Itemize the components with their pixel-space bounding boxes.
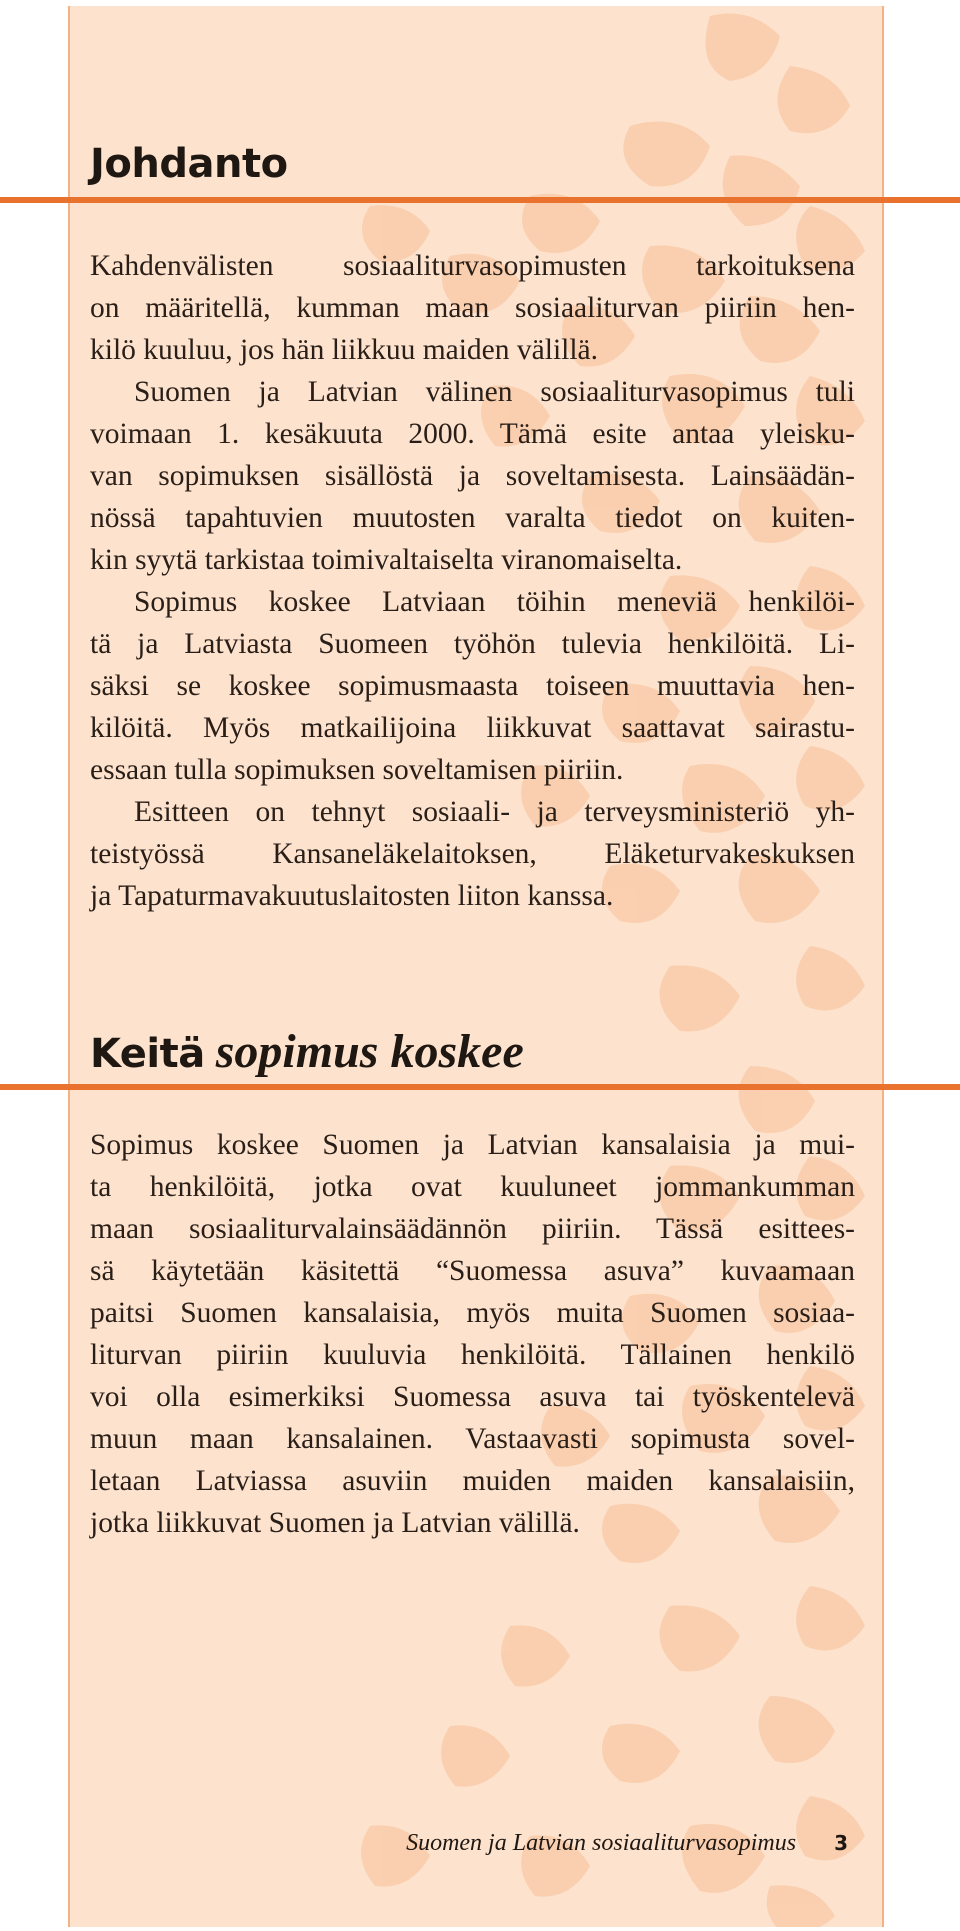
text-line: voimaan 1. kesäkuuta 2000. Tämä esite antaa yleisku- [90, 418, 855, 450]
intro-body [90, 245, 855, 917]
intro-paragraph-4 [90, 791, 855, 917]
text-line: voi olla esimerkiksi Suomessa asuva tai työskentelevä [90, 1381, 855, 1413]
scope-paragraph-1 [90, 1124, 855, 1544]
text-line: kin syytä tarkistaa toimivaltaiselta viranomaiselta. [90, 544, 683, 576]
text-line: Esitteen on tehnyt sosiaali- ja terveysministeriö yh- [134, 796, 855, 828]
text-line: paitsi Suomen kansalaisia, myös muita Suomen sosiaa- [90, 1297, 855, 1329]
text-line: ta henkilöitä, jotka ovat kuuluneet jommankumman [90, 1171, 855, 1203]
heading-intro [90, 137, 288, 188]
text-line: Sopimus koskee Suomen ja Latvian kansalaisia ja mui- [90, 1129, 855, 1161]
footer-title: Suomen ja Latvian sosiaaliturvasopimus [406, 1830, 797, 1856]
text-line: tä ja Latviasta Suomeen työhön tulevia henkilöitä. Li- [90, 628, 855, 660]
text-line: säksi se koskee sopimusmaasta toiseen muuttavia hen- [90, 670, 855, 702]
text-line: Suomen ja Latvian välinen sosiaaliturvasopimus tuli [134, 376, 855, 408]
heading-scope-italic: sopimus koskee [215, 1025, 524, 1078]
text-line: letaan Latviassa asuviin muiden maiden kansalaisiin, [90, 1465, 855, 1497]
text-line: nössä tapahtuvien muutosten varalta tiedot on kuiten- [90, 502, 855, 534]
intro-paragraph-1 [90, 245, 855, 371]
intro-paragraph-3 [90, 581, 855, 791]
page-number: 3 [834, 1831, 848, 1855]
text-line: jotka liikkuvat Suomen ja Latvian välillä. [90, 1507, 580, 1539]
text-line: kilöitä. Myös matkailijoina liikkuvat saattavat sairastu- [90, 712, 855, 744]
text-line: on määritellä, kumman maan sosiaaliturvan piiriin hen- [90, 292, 855, 324]
text-line: Kahdenvälisten sosiaaliturvasopimusten tarkoituksena [90, 250, 855, 282]
heading-rule-intro [0, 197, 960, 203]
text-line: sä käytetään käsitettä “Suomessa asuva” kuvaamaan [90, 1255, 855, 1287]
page-footer [340, 1830, 848, 1857]
heading-intro-text: Johdanto [90, 141, 288, 187]
scope-body [90, 1124, 855, 1544]
text-line: muun maan kansalainen. Vastaavasti sopimusta sovel- [90, 1423, 855, 1455]
text-line: essaan tulla sopimuksen soveltamisen piiriin. [90, 754, 624, 786]
heading-scope-bold: Keitä [90, 1031, 205, 1077]
text-line: kilö kuuluu, jos hän liikkuu maiden välillä. [90, 334, 598, 366]
text-line: maan sosiaaliturvalainsäädännön piiriin. Tässä esittees- [90, 1213, 855, 1245]
text-line: Sopimus koskee Latviaan töihin meneviä henkilöi- [134, 586, 855, 618]
intro-paragraph-2 [90, 371, 855, 581]
text-line: liturvan piiriin kuuluvia henkilöitä. Tällainen henkilö [90, 1339, 855, 1371]
text-line: teistyössä Kansaneläkelaitoksen, Eläketurvakeskuksen [90, 838, 855, 870]
heading-rule-scope [0, 1084, 960, 1090]
heading-scope [90, 1024, 524, 1079]
text-line: ja Tapaturmavakuutuslaitosten liiton kanssa. [90, 880, 614, 912]
text-line: van sopimuksen sisällöstä ja soveltamisesta. Lainsäädän- [90, 460, 855, 492]
